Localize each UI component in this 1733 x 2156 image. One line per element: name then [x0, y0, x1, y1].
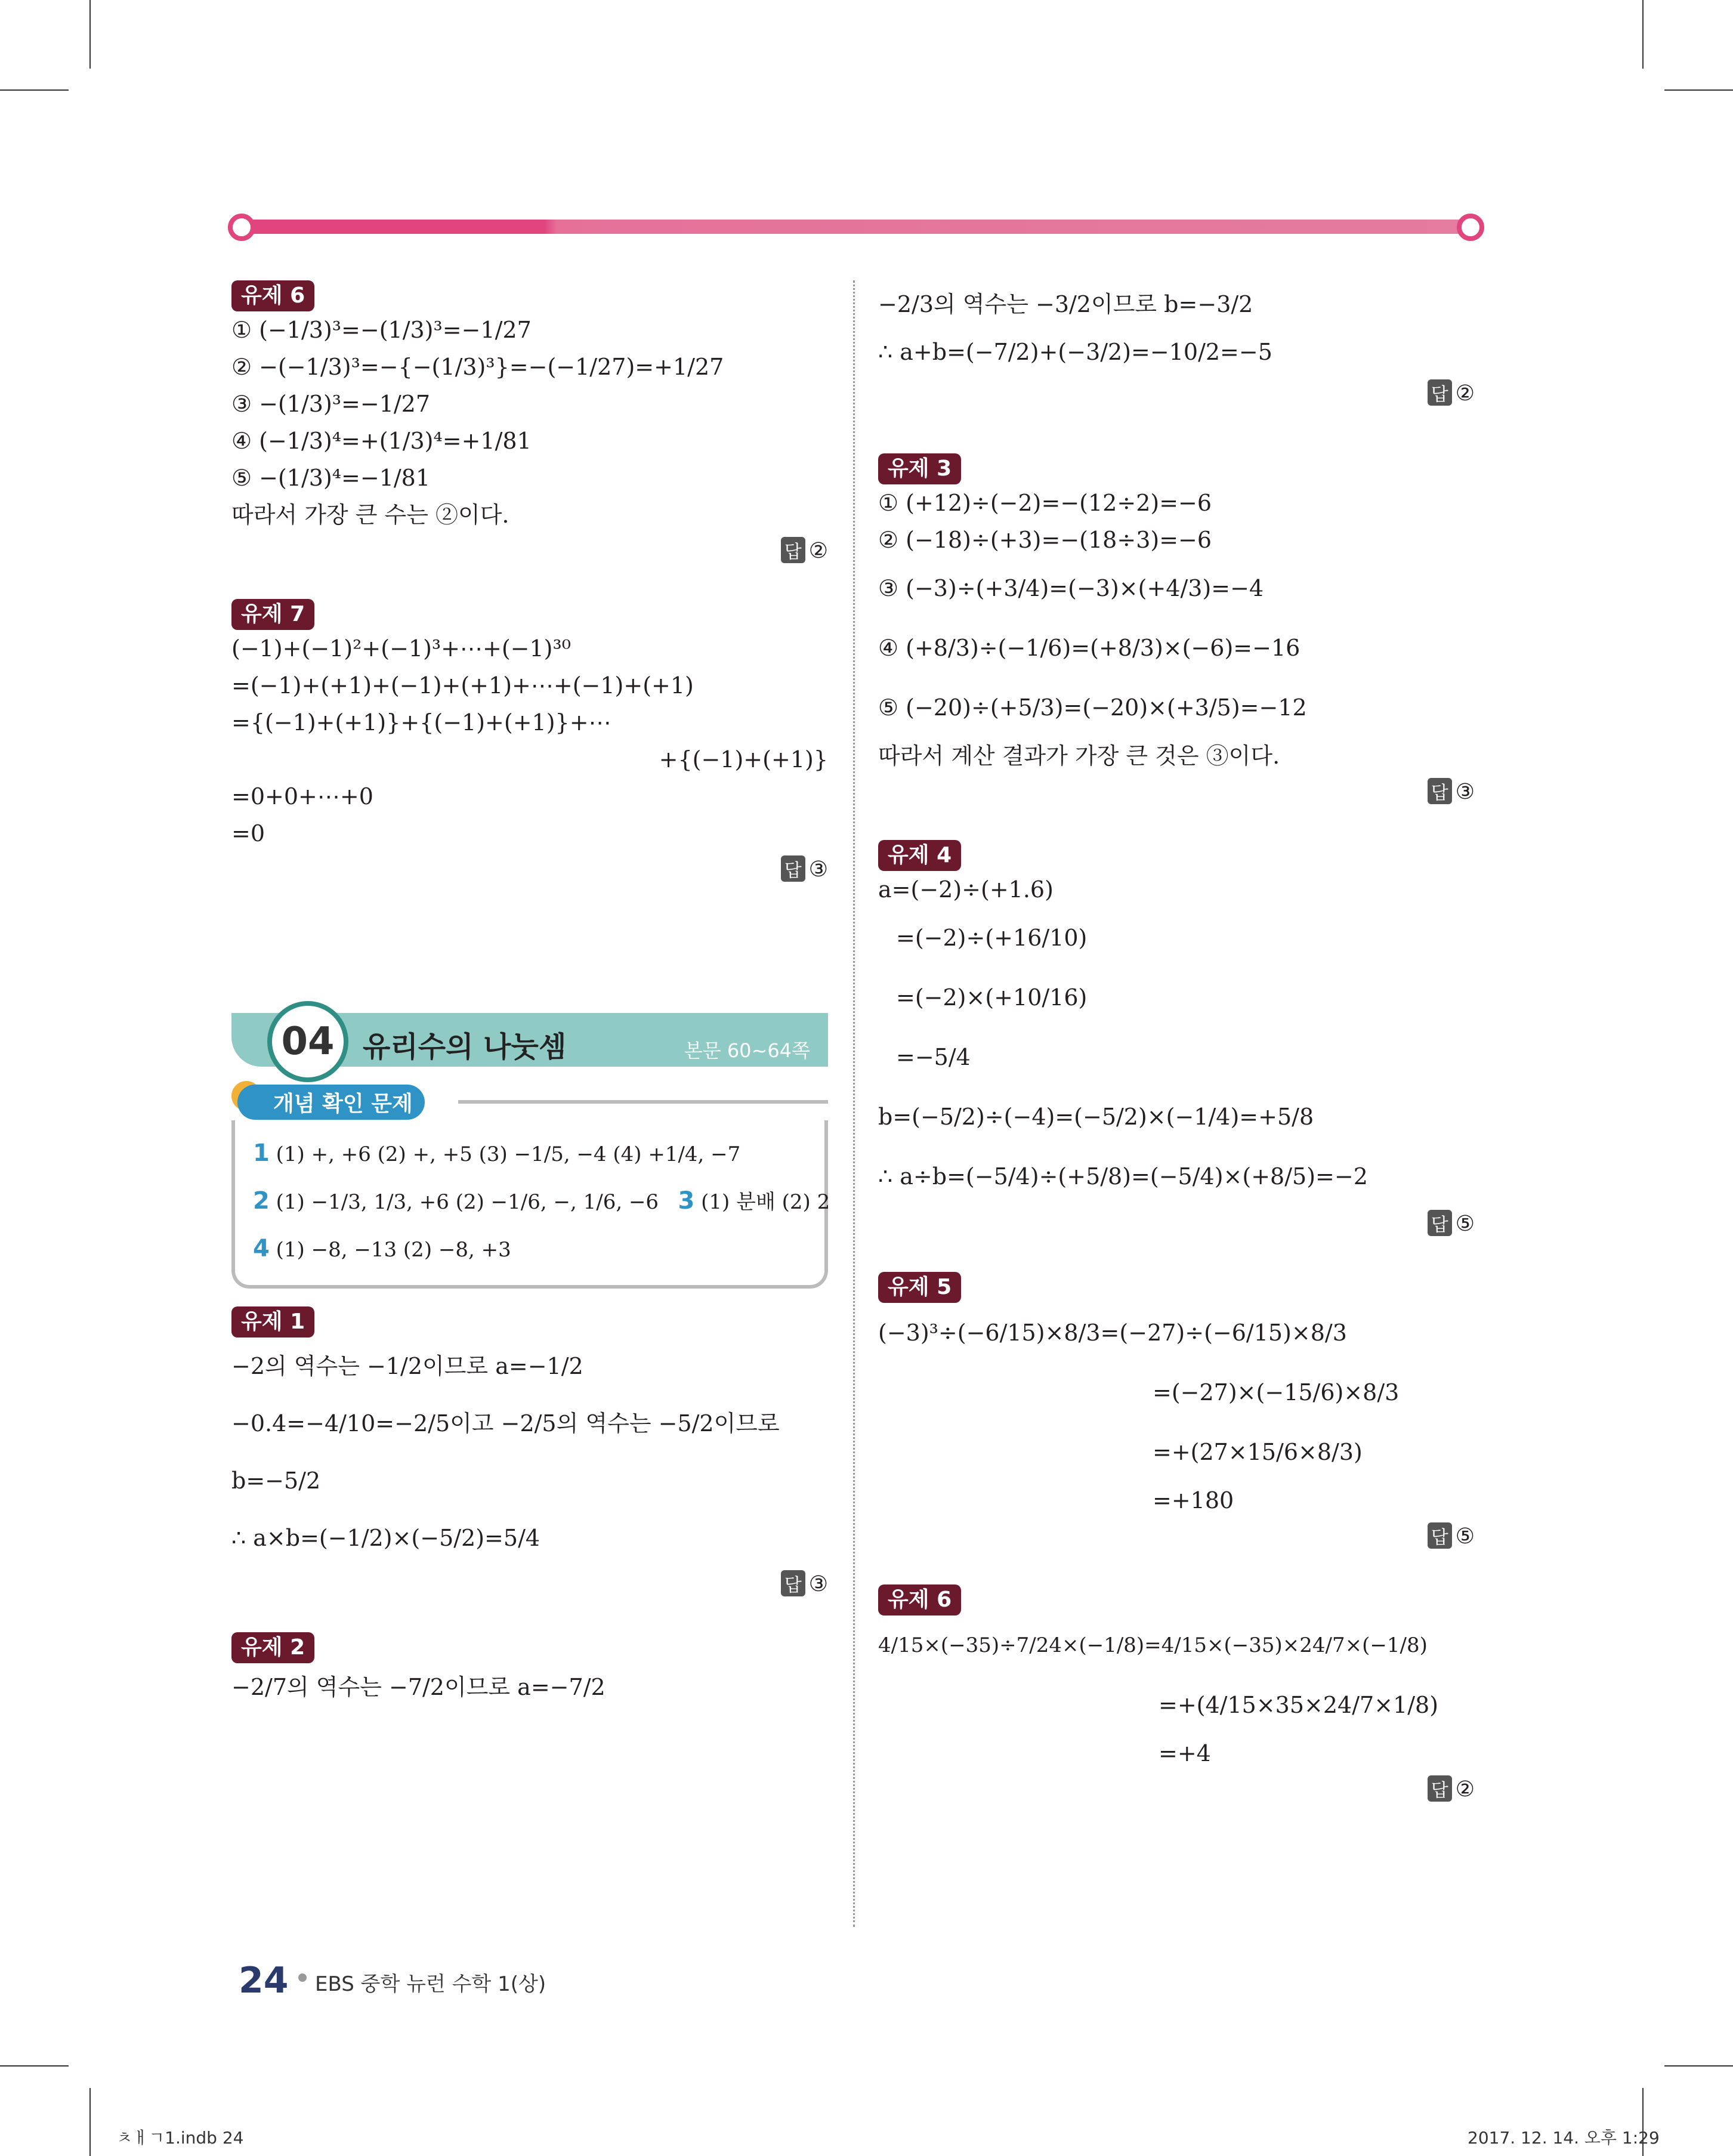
exercise-badge: 유제 1 [231, 1306, 314, 1338]
left-column [231, 280, 828, 1719]
concept-label: 개념 확인 문제 [237, 1085, 425, 1120]
crop-mark [1642, 0, 1644, 69]
exercise-badge: 유제 3 [878, 453, 961, 484]
solution-line: ⑤ (−20)÷(+5/3)=(−20)×(+3/5)=−12 [878, 694, 1307, 721]
exercise-badge: 유제 2 [231, 1632, 314, 1663]
solution-line: ② (−18)÷(+3)=−(18÷3)=−6 [878, 527, 1212, 553]
solution-line: =0 [231, 820, 265, 847]
concept-check-box [231, 1120, 828, 1289]
exercise-7-left [231, 599, 828, 882]
solution-line: −0.4=−4/10=−2/5이고 −2/5의 역수는 −5/2이므로 [231, 1410, 780, 1437]
answer-label: 답 [1428, 1522, 1452, 1549]
footer-bullet [298, 1973, 307, 1982]
top-decor-bar [233, 220, 1479, 234]
answer-label: 답 [781, 537, 805, 563]
solution-line: ① (+12)÷(−2)=−(12÷2)=−6 [878, 490, 1212, 516]
bar-dot-right [1457, 214, 1484, 241]
exercise-2-left [231, 1632, 828, 1711]
solution-line: =(−2)×(+10/16) [896, 984, 1088, 1011]
solution-line: =+180 [1153, 1487, 1234, 1513]
solution-line: b=−5/2 [231, 1468, 321, 1494]
exercise-badge: 유제 6 [231, 280, 314, 311]
solution-line: =(−2)÷(+16/10) [896, 925, 1088, 951]
crop-mark [0, 89, 69, 91]
answer-label: 답 [1428, 1210, 1452, 1236]
exercise-6-right [878, 1584, 1475, 1802]
exercise-4-right [878, 840, 1475, 1236]
solution-line: 4/15×(−35)÷7/24×(−1/8)=4/15×(−35)×24/7×(−1/8) [878, 1633, 1428, 1657]
solution-line: ∴ a+b=(−7/2)+(−3/2)=−10/2=−5 [878, 339, 1272, 365]
bar-dot-left [228, 214, 255, 241]
solution-line: ④ (+8/3)÷(−1/6)=(+8/3)×(−6)=−16 [878, 635, 1300, 661]
solution-line: (−1)+(−1)²+(−1)³+⋯+(−1)³⁰ [231, 635, 571, 662]
book-title: EBS 중학 뉴런 수학 1(상) [315, 1972, 546, 1996]
print-slug-file: ㅊㅐㄱ1.indb 24 [116, 2128, 244, 2148]
right-column [878, 280, 1475, 1810]
exercise-2-continued [878, 280, 1475, 406]
solution-line: −2/7의 역수는 −7/2이므로 a=−7/2 [231, 1674, 606, 1700]
answer: 답 ③ [878, 778, 1475, 804]
print-slug-date: 2017. 12. 14. 오후 1:29 [1468, 2128, 1660, 2148]
solution-line: ∴ a×b=(−1/2)×(−5/2)=5/4 [231, 1525, 540, 1551]
crop-mark [1664, 89, 1733, 91]
solution-line: +{(−1)+(+1)} [659, 746, 828, 773]
solution-line: ④ (−1/3)⁴=+(1/3)⁴=+1/81 [231, 428, 532, 454]
solution-line: =−5/4 [896, 1044, 971, 1070]
exercise-badge: 유제 7 [231, 599, 314, 630]
solution-line: ③ −(1/3)³=−1/27 [231, 391, 431, 417]
answer: 답 ⑤ [878, 1210, 1475, 1236]
solution-line: =0+0+⋯+0 [231, 783, 373, 810]
answer: 답 ② [878, 1775, 1475, 1802]
solution-line: −2/3의 역수는 −3/2이므로 b=−3/2 [878, 291, 1253, 317]
section-title: 유리수의 나눗셈 [363, 1030, 567, 1064]
section-number: 04 [267, 1001, 348, 1082]
answer: 답 ③ [231, 1570, 828, 1596]
solution-line: =+(4/15×35×24/7×1/8) [1159, 1692, 1439, 1718]
answer-label: 답 [1428, 379, 1452, 406]
exercise-badge: 유제 6 [878, 1584, 961, 1616]
page-number: 24 [239, 1960, 289, 2001]
answer: 답 ⑤ [878, 1522, 1475, 1549]
answer-label: 답 [1428, 1775, 1452, 1802]
solution-line: b=(−5/2)÷(−4)=(−5/2)×(−1/4)=+5/8 [878, 1104, 1314, 1130]
solution-line: ② −(−1/3)³=−{−(1/3)³}=−(−1/27)=+1/27 [231, 354, 724, 380]
solution-line: ∴ a÷b=(−5/4)÷(+5/8)=(−5/4)×(+8/5)=−2 [878, 1163, 1368, 1190]
exercise-3-right [878, 453, 1475, 804]
answer-label: 답 [781, 1570, 805, 1596]
solution-line: ③ (−3)÷(+3/4)=(−3)×(+4/3)=−4 [878, 575, 1264, 601]
exercise-5-right [878, 1272, 1475, 1549]
crop-mark [89, 0, 91, 69]
answer: 답 ③ [231, 855, 828, 882]
solution-line: =+4 [1159, 1740, 1211, 1766]
exercise-badge: 유제 4 [878, 840, 961, 871]
concept-row: 2 (1) −1/3, 1/3, +6 (2) −1/6, −, 1/6, −6 3 (1) 분배 (2) 2 [253, 1187, 830, 1215]
answer: 답 ② [231, 537, 828, 563]
solution-line: =(−27)×(−15/6)×8/3 [1153, 1379, 1400, 1406]
answer: 답 ② [878, 379, 1475, 406]
solution-line: ={(−1)+(+1)}+{(−1)+(+1)}+⋯ [231, 709, 611, 736]
header-rule [458, 1100, 828, 1104]
exercise-1-left [231, 1306, 828, 1596]
crop-mark [89, 2088, 91, 2156]
solution-line: =+(27×15/6×8/3) [1153, 1439, 1363, 1465]
solution-line: 따라서 계산 결과가 가장 큰 것은 ③이다. [878, 743, 1280, 769]
answer-label: 답 [1428, 778, 1452, 804]
section-page-ref: 본문 60~64쪽 [684, 1039, 810, 1062]
exercise-6-left [231, 280, 828, 563]
concept-row: 4 (1) −8, −13 (2) −8, +3 [253, 1235, 511, 1262]
solution-line: 따라서 가장 큰 수는 ②이다. [231, 502, 509, 528]
solution-line: ⑤ −(1/3)⁴=−1/81 [231, 465, 431, 491]
solution-line: −2의 역수는 −1/2이므로 a=−1/2 [231, 1353, 583, 1379]
solution-line: ① (−1/3)³=−(1/3)³=−1/27 [231, 317, 532, 343]
section-header [231, 1001, 828, 1073]
crop-mark [1664, 2065, 1733, 2067]
crop-mark [0, 2065, 69, 2067]
answer-label: 답 [781, 855, 805, 882]
concept-check-header [231, 1079, 828, 1120]
solution-line: =(−1)+(+1)+(−1)+(+1)+⋯+(−1)+(+1) [231, 672, 694, 699]
column-divider [853, 280, 855, 1927]
solution-line: (−3)³÷(−6/15)×8/3=(−27)÷(−6/15)×8/3 [878, 1320, 1347, 1346]
concept-row: 1 (1) +, +6 (2) +, +5 (3) −1/5, −4 (4) +1/4, −7 [253, 1139, 741, 1167]
solution-line: a=(−2)÷(+1.6) [878, 876, 1054, 903]
exercise-badge: 유제 5 [878, 1272, 961, 1303]
